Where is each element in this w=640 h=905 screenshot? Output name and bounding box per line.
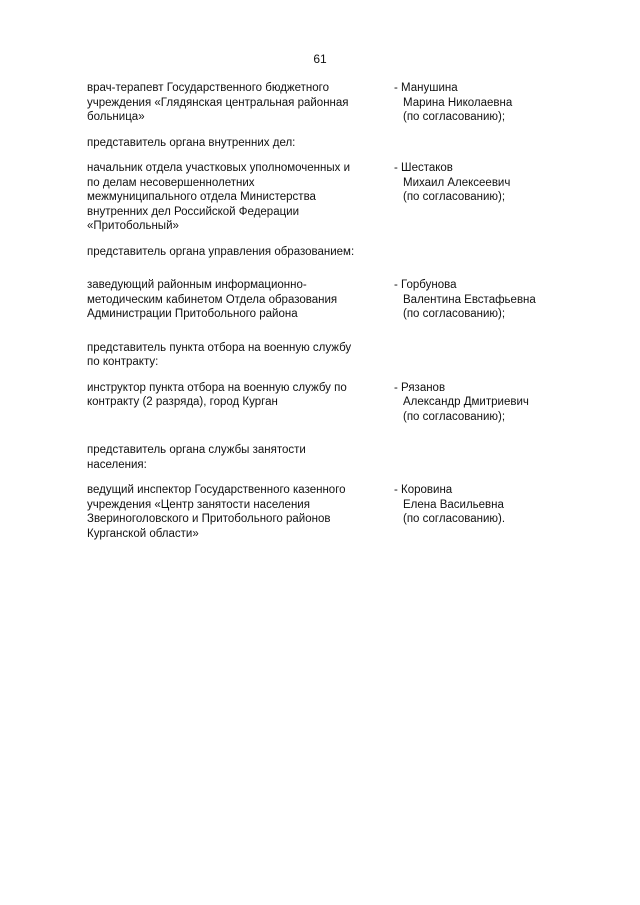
surname: - Горбунова	[394, 279, 457, 291]
position-line: межмуниципального отдела Министерства	[87, 191, 316, 203]
member-row-shestakov	[87, 161, 567, 234]
position-line: начальник отдела участковых уполномоченных и	[87, 162, 351, 174]
member-position	[87, 483, 382, 541]
given-names: Елена Васильевна	[403, 498, 504, 511]
member-name	[394, 483, 574, 527]
position-line	[87, 410, 382, 425]
given-names: Валентина Евстафьевна	[403, 293, 536, 306]
member-row-manushina	[87, 81, 567, 125]
given-names: Марина Николаевна	[403, 96, 513, 109]
position-line: «Притобольный»	[87, 220, 179, 232]
section-heading-internal-affairs	[87, 136, 387, 151]
given-names: Александр Дмитриевич	[403, 396, 529, 408]
member-name	[394, 381, 574, 425]
position-line: методическим кабинетом Отдела образования	[87, 293, 338, 306]
position-line: инструктор пункта отбора на военную службу по	[87, 381, 347, 394]
section-line: представитель органа службы занятости	[87, 444, 306, 456]
section-line: по контракту:	[87, 356, 159, 368]
commission-list	[87, 81, 567, 552]
position-line: по делам несовершеннолетних	[87, 176, 255, 189]
member-position	[87, 381, 382, 425]
agreement-note: (по согласованию).	[403, 513, 506, 525]
member-row-ryazanov	[87, 381, 567, 425]
section-line: населения:	[87, 458, 147, 471]
section-line: представитель органа управления образованием:	[87, 245, 355, 258]
position-line: контракту (2 разряда), город Курган	[87, 396, 278, 408]
member-name	[394, 161, 574, 205]
member-position	[87, 278, 382, 322]
agreement-note: (по согласованию);	[403, 308, 506, 320]
page-number: 61	[313, 52, 327, 66]
member-position	[87, 81, 382, 125]
given-names: Михаил Алексеевич	[403, 176, 511, 189]
position-line: ведущий инспектор Государственного казенного	[87, 484, 346, 496]
section-heading-employment-service	[87, 443, 387, 472]
surname: - Манушина	[394, 82, 458, 94]
section-line: представитель органа внутренних дел:	[87, 136, 296, 149]
surname: - Шестаков	[394, 162, 453, 174]
surname: - Рязанов	[394, 381, 446, 394]
agreement-note: (по согласованию);	[403, 410, 506, 423]
member-position	[87, 161, 382, 234]
position-line: Звериноголовского и Притобольного районов	[87, 513, 331, 525]
member-name	[394, 278, 574, 322]
position-line: внутренних дел Российской Федерации	[87, 205, 300, 218]
position-line: учреждения «Центр занятости населения	[87, 498, 310, 511]
member-row-korovina	[87, 483, 567, 541]
section-heading-military-recruitment	[87, 341, 387, 370]
position-line: Курганской области»	[87, 527, 199, 540]
position-line: заведующий районным информационно-	[87, 279, 307, 291]
section-line: представитель пункта отбора на военную службу	[87, 341, 352, 354]
agreement-note: (по согласованию);	[403, 111, 506, 123]
surname: - Коровина	[394, 484, 453, 496]
agreement-note: (по согласованию);	[403, 191, 506, 203]
section-heading-education	[87, 245, 387, 260]
position-line: учреждения «Глядянская центральная районная	[87, 96, 349, 109]
position-line: Администрации Притобольного района	[87, 308, 298, 320]
position-line: больница»	[87, 111, 145, 123]
position-line: врач-терапевт Государственного бюджетного	[87, 82, 329, 94]
member-row-gorbunova	[87, 278, 567, 322]
member-name	[394, 81, 574, 125]
